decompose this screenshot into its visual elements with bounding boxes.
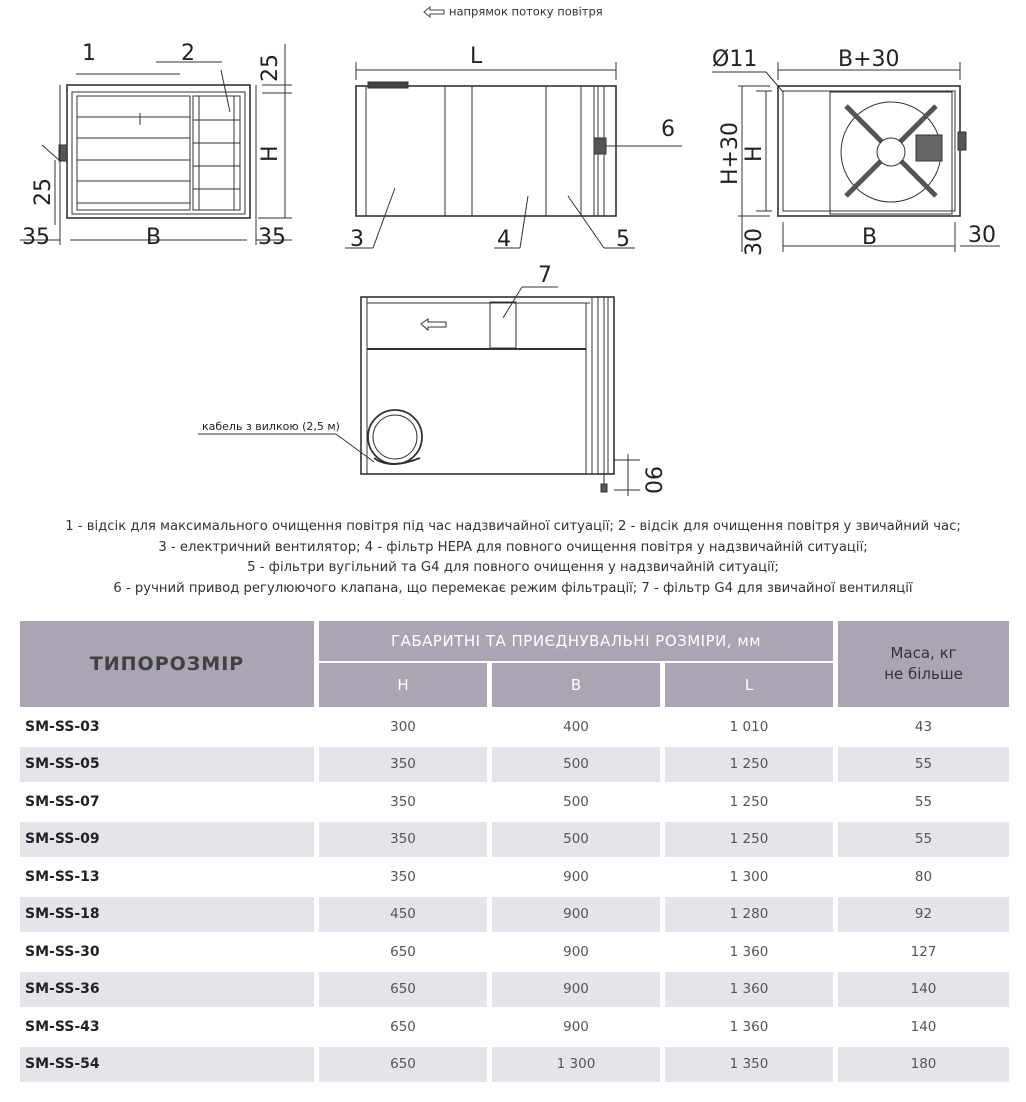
cell-mass: 55 xyxy=(838,822,1009,858)
table-row xyxy=(20,784,1009,820)
legend xyxy=(0,517,1026,599)
header-mass-line2: не більше xyxy=(884,665,963,683)
cell-h: 300 xyxy=(319,709,487,745)
header-h: H xyxy=(319,663,487,707)
table-row xyxy=(20,822,1009,858)
cell-b: 1 300 xyxy=(492,1047,660,1083)
table-row xyxy=(20,934,1009,970)
spec-table xyxy=(15,619,1014,1084)
front-view xyxy=(20,44,292,245)
cell-mass: 180 xyxy=(838,1047,1009,1083)
header-mass xyxy=(838,621,1009,707)
callout-5: 5 xyxy=(616,227,630,252)
cell-h: 350 xyxy=(319,747,487,783)
callout-3: 3 xyxy=(350,227,364,252)
cell-mass: 92 xyxy=(838,897,1009,933)
dim-front-top: 25 xyxy=(258,54,283,82)
cell-h: 650 xyxy=(319,972,487,1008)
dim-end-width-outer: B+30 xyxy=(838,47,900,72)
legend-line: 6 - ручний привод регулюючого клапана, що перемекає режим фільтрації; 7 - фільтр G4 для звичайної вентиляції xyxy=(113,580,913,596)
cell-l: 1 360 xyxy=(665,1009,833,1045)
cell-mass: 43 xyxy=(838,709,1009,745)
cell-l: 1 300 xyxy=(665,859,833,895)
cell-mass: 55 xyxy=(838,747,1009,783)
cell-b: 400 xyxy=(492,709,660,745)
dim-end-right: 30 xyxy=(968,223,996,248)
cell-l: 1 010 xyxy=(665,709,833,745)
callout-6: 6 xyxy=(661,117,675,142)
cell-b: 900 xyxy=(492,859,660,895)
cell-mass: 140 xyxy=(838,972,1009,1008)
cell-model: SM-SS-43 xyxy=(20,1009,314,1045)
dim-front-left: 25 xyxy=(31,178,56,206)
cell-l: 1 280 xyxy=(665,897,833,933)
header-mass-line1: Маса, кг xyxy=(890,644,957,662)
cell-h: 350 xyxy=(319,859,487,895)
cell-l: 1 250 xyxy=(665,747,833,783)
dim-end-height-outer: H+30 xyxy=(718,122,743,185)
cell-mass: 140 xyxy=(838,1009,1009,1045)
dim-front-left-offset: 35 xyxy=(22,225,50,250)
cell-mass: 127 xyxy=(838,934,1009,970)
legend-line: 1 - відсік для максимального очищення повітря під час надзвичайної ситуації; 2 - відсік для очищення повітря у звичайний час; xyxy=(65,519,961,534)
technical-drawing xyxy=(0,0,1026,510)
table-row xyxy=(20,1047,1009,1083)
dim-front-height: H xyxy=(258,145,283,162)
cell-mass: 80 xyxy=(838,859,1009,895)
cell-l: 1 350 xyxy=(665,1047,833,1083)
top-view xyxy=(198,287,640,496)
callout-2: 2 xyxy=(181,41,195,66)
cell-model: SM-SS-13 xyxy=(20,859,314,895)
header-dimensions: ГАБАРИТНІ ТА ПРИЄДНУВАЛЬНІ РОЗМІРИ, мм xyxy=(319,621,833,661)
cell-model: SM-SS-09 xyxy=(20,822,314,858)
cell-h: 450 xyxy=(319,897,487,933)
header-model: ТИПОРОЗМІР xyxy=(20,621,314,707)
cell-l: 1 250 xyxy=(665,822,833,858)
table-row xyxy=(20,747,1009,783)
cell-model: SM-SS-03 xyxy=(20,709,314,745)
dim-end-width: B xyxy=(862,225,878,250)
callout-4: 4 xyxy=(497,227,511,252)
cell-h: 650 xyxy=(319,1009,487,1045)
table-row xyxy=(20,972,1009,1008)
cell-model: SM-SS-36 xyxy=(20,972,314,1008)
header-b: B xyxy=(492,663,660,707)
cell-h: 650 xyxy=(319,1047,487,1083)
cell-l: 1 250 xyxy=(665,784,833,820)
legend-line: 3 - електричний вентилятор; 4 - фільтр HEPA для повного очищення повітря у надзвичайній ситуації; xyxy=(158,539,868,555)
cell-model: SM-SS-30 xyxy=(20,934,314,970)
cell-b: 900 xyxy=(492,1009,660,1045)
table-row xyxy=(20,859,1009,895)
cell-l: 1 360 xyxy=(665,934,833,970)
dim-end-hole: Ø11 xyxy=(712,47,758,72)
dim-front-right-offset: 35 xyxy=(258,225,286,250)
cell-b: 500 xyxy=(492,822,660,858)
cable-label: кабель з вилкою (2,5 м) xyxy=(202,420,340,433)
cell-b: 900 xyxy=(492,972,660,1008)
cell-b: 500 xyxy=(492,784,660,820)
airflow-caption-text: напрямок потоку повітря xyxy=(448,4,603,19)
cell-l: 1 360 xyxy=(665,972,833,1008)
header-l: L xyxy=(665,663,833,707)
side-view xyxy=(345,62,682,248)
dim-side-length: L xyxy=(470,44,483,69)
callout-1: 1 xyxy=(82,41,96,66)
callout-7: 7 xyxy=(538,263,552,288)
dim-top-drain: 06 xyxy=(643,466,668,494)
cell-b: 900 xyxy=(492,934,660,970)
cell-model: SM-SS-05 xyxy=(20,747,314,783)
table-row xyxy=(20,709,1009,745)
cell-h: 650 xyxy=(319,934,487,970)
dim-front-width: B xyxy=(146,225,162,250)
table-row xyxy=(20,897,1009,933)
cell-model: SM-SS-07 xyxy=(20,784,314,820)
cell-mass: 55 xyxy=(838,784,1009,820)
cell-model: SM-SS-18 xyxy=(20,897,314,933)
table-row xyxy=(20,1009,1009,1045)
dim-end-bottom: 30 xyxy=(742,228,767,256)
legend-line: 5 - фільтри вугільний та G4 для повного очищення у надзвичайній ситуації; xyxy=(247,560,779,575)
cell-h: 350 xyxy=(319,822,487,858)
dim-end-height: H xyxy=(742,145,767,162)
cell-b: 500 xyxy=(492,747,660,783)
cell-b: 900 xyxy=(492,897,660,933)
cell-model: SM-SS-54 xyxy=(20,1047,314,1083)
cell-h: 350 xyxy=(319,784,487,820)
